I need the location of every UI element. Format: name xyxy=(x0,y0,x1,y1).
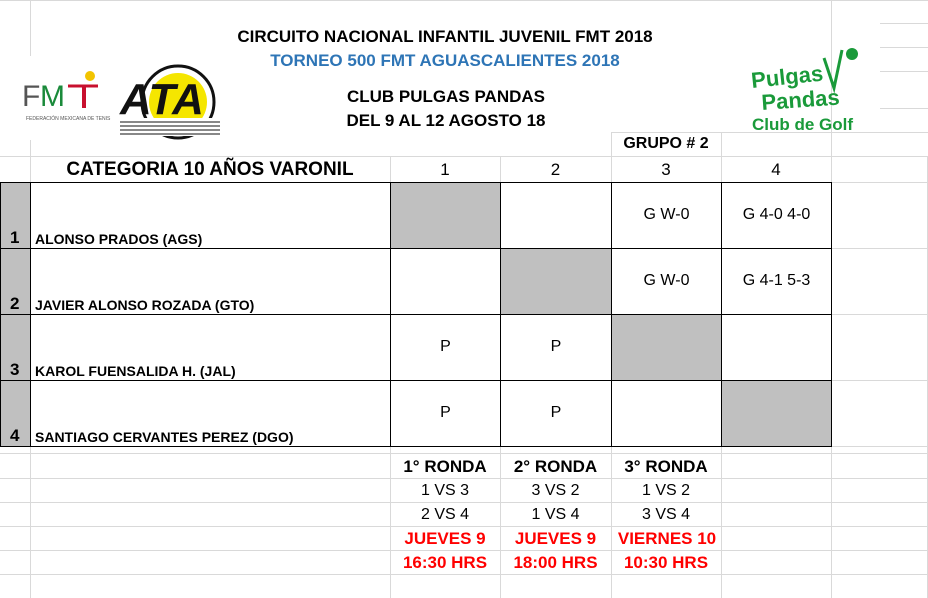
round-title: 1° RONDA xyxy=(403,457,487,476)
result-cell xyxy=(500,182,612,249)
ata-logo xyxy=(116,62,226,142)
result-text: G W-0 xyxy=(643,206,690,223)
gridline xyxy=(0,453,928,454)
player-name: KAROL FUENSALIDA H. (JAL) xyxy=(35,363,236,379)
fmt-logo xyxy=(18,66,111,136)
svg-text:M: M xyxy=(40,80,65,113)
round-time: 16:30 HRS xyxy=(402,553,488,572)
result-cell-self xyxy=(500,248,612,315)
pulgas-pandas-logo xyxy=(746,44,880,138)
round-title: 3° RONDA xyxy=(624,457,708,476)
result-text: P xyxy=(550,404,562,421)
page-title: CIRCUITO NACIONAL INFANTIL JUVENIL FMT 2018 xyxy=(237,27,653,46)
gridline xyxy=(880,71,928,72)
column-header: 2 xyxy=(550,160,561,179)
result-text: G 4-0 4-0 xyxy=(742,206,811,223)
player-name: SANTIAGO CERVANTES PEREZ (DGO) xyxy=(35,429,294,445)
gridline xyxy=(0,156,928,157)
result-cell-self xyxy=(721,380,832,447)
gridline xyxy=(721,132,722,156)
row-number: 1 xyxy=(10,228,20,247)
gridline xyxy=(880,108,928,109)
column-header: 4 xyxy=(771,160,781,179)
round-day: JUEVES 9 xyxy=(404,529,486,548)
round-time: 10:30 HRS xyxy=(623,553,709,572)
ata-logo-graphic xyxy=(116,62,226,142)
column-header: 3 xyxy=(661,160,671,179)
result-cell-self xyxy=(390,182,501,249)
gridline xyxy=(0,502,928,503)
group-label: GRUPO # 2 xyxy=(623,135,709,152)
round-day: VIERNES 10 xyxy=(617,529,717,548)
round-match: 3 VS 4 xyxy=(641,506,691,523)
result-text: P xyxy=(550,338,562,355)
round-match: 3 VS 2 xyxy=(531,482,580,499)
gridline xyxy=(30,0,31,56)
result-text: G 4-1 5-3 xyxy=(742,272,811,289)
result-cell xyxy=(611,380,722,447)
fmt-logo-graphic xyxy=(18,66,104,136)
gridline xyxy=(0,550,928,551)
result-cell xyxy=(390,248,501,315)
gridline xyxy=(0,526,928,527)
club-name: CLUB PULGAS PANDAS xyxy=(346,87,546,106)
round-match: 1 VS 3 xyxy=(420,482,470,499)
round-title: 2° RONDA xyxy=(513,457,598,476)
svg-text:ATA: ATA xyxy=(120,75,204,124)
round-match: 1 VS 4 xyxy=(531,506,580,523)
round-match: 2 VS 4 xyxy=(420,506,470,523)
result-text: P xyxy=(440,404,451,421)
round-match: 1 VS 2 xyxy=(641,482,691,499)
tournament-dates: DEL 9 AL 12 AGOSTO 18 xyxy=(346,111,546,130)
category-title: CATEGORIA 10 AÑOS VARONIL xyxy=(66,159,354,180)
player-name: ALONSO PRADOS (AGS) xyxy=(35,231,203,247)
result-cell-self xyxy=(611,314,722,381)
row-number: 3 xyxy=(10,360,20,379)
column-header: 1 xyxy=(440,160,450,179)
pulgas-pandas-logo-graphic xyxy=(746,44,880,138)
gridline xyxy=(880,23,928,24)
gridline xyxy=(880,47,928,48)
result-cell xyxy=(721,314,832,381)
gridline xyxy=(0,478,928,479)
row-number: 4 xyxy=(10,426,20,445)
page-subtitle: TORNEO 500 FMT AGUASCALIENTES 2018 xyxy=(270,51,620,70)
gridline xyxy=(0,0,928,1)
row-number: 2 xyxy=(10,294,20,313)
svg-text:Pandas: Pandas xyxy=(760,84,841,115)
result-text: P xyxy=(440,338,451,355)
gridline xyxy=(0,574,928,575)
fmt-caption: FEDERACIÓN MEXICANA DE TENIS xyxy=(26,116,111,122)
round-day: JUEVES 9 xyxy=(514,529,597,548)
svg-text:Pulgas: Pulgas xyxy=(749,60,825,93)
svg-text:Club de Golf: Club de Golf xyxy=(752,115,854,134)
result-text: G W-0 xyxy=(643,272,690,289)
round-time: 18:00 HRS xyxy=(513,553,598,572)
player-name: JAVIER ALONSO ROZADA (GTO) xyxy=(35,297,255,313)
gridline xyxy=(30,140,31,156)
svg-text:F: F xyxy=(22,80,41,113)
